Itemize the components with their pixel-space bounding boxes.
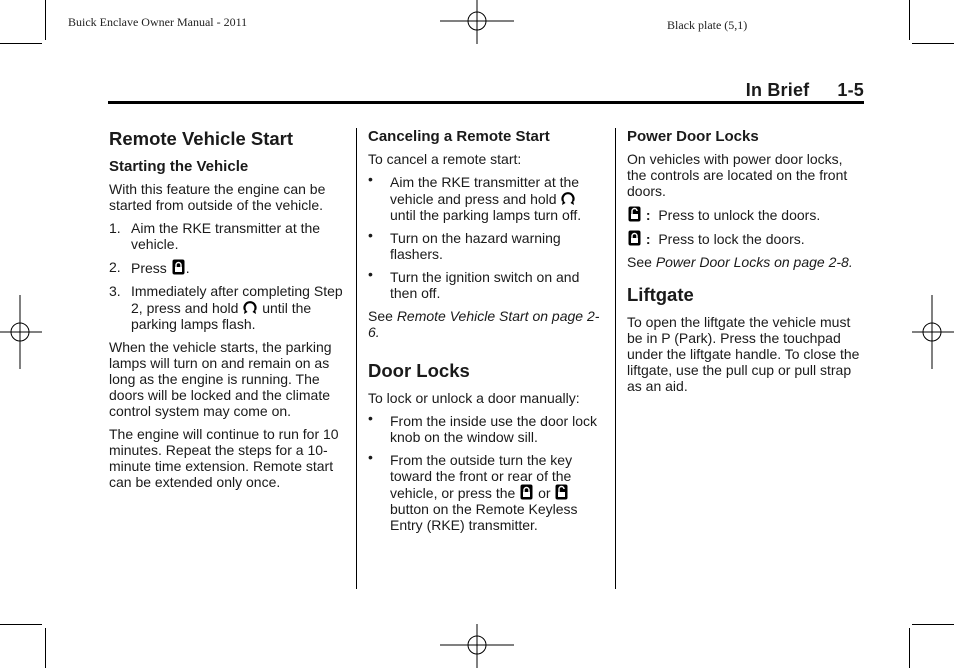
crop-mark — [45, 628, 46, 668]
registration-mark-icon — [440, 624, 514, 668]
door-lock-bullets — [368, 410, 604, 533]
door-locks-intro: To lock or unlock a door manually: — [368, 390, 580, 406]
list-item — [368, 449, 604, 533]
list-item — [109, 259, 345, 276]
cancel-heading: Canceling a Remote Start — [368, 128, 550, 145]
lock-desc: Press to lock the doors. — [658, 231, 805, 247]
step-text: Press — [131, 260, 167, 276]
crop-mark — [912, 43, 954, 44]
column-power-locks-liftgate — [627, 128, 864, 401]
bullet-text: Aim the RKE transmitter at the vehicle and press and hold — [390, 174, 580, 207]
step-text: . — [185, 260, 190, 276]
list-item — [368, 227, 604, 262]
remote-start-icon — [243, 299, 257, 315]
crop-mark — [0, 43, 42, 44]
bullet-text: or — [538, 485, 551, 501]
step-text: Aim the RKE transmitter at the vehicle. — [131, 220, 321, 252]
lock-icon — [520, 484, 533, 500]
unlock-icon — [555, 484, 568, 500]
liftgate-text: To open the liftgate the vehicle must be in P (Park). Press the touchpad under the liftgate handle. To close the liftgate, use the pull cup or pull strap as an aid. — [627, 314, 860, 394]
ref-page[interactable]: on page 2-8. — [774, 254, 853, 270]
crop-mark — [45, 0, 46, 40]
crop-mark — [909, 0, 910, 40]
crop-mark — [0, 624, 42, 625]
ref-link[interactable]: Remote Vehicle Start — [396, 308, 529, 324]
power-door-locks-heading: Power Door Locks — [627, 128, 759, 145]
step-number: 3. — [109, 283, 121, 299]
cancel-bullets — [368, 171, 604, 301]
door-locks-title: Door Locks — [368, 360, 470, 381]
cancel-see-ref — [368, 308, 604, 340]
see-label: See — [627, 254, 652, 270]
bullet-text: button on the Remote Keyless Entry (RKE) transmitter. — [390, 501, 578, 533]
crop-mark — [909, 628, 910, 668]
bullet-text: Turn on the hazard warning flashers. — [390, 230, 561, 262]
pdl-see-ref — [627, 254, 864, 270]
bullet-text: From the inside use the door lock knob on the window sill. — [390, 413, 597, 445]
bullet: • — [368, 266, 373, 282]
cancel-intro: To cancel a remote start: — [368, 151, 522, 167]
list-item — [368, 266, 604, 301]
ref-link[interactable]: Power Door Locks — [655, 254, 771, 270]
bullet: • — [368, 449, 373, 465]
remote-start-intro: With this feature the engine can be started from outside of the vehicle. — [109, 181, 326, 213]
section-header — [746, 80, 864, 101]
list-item — [368, 410, 604, 445]
registration-mark-icon — [440, 0, 514, 44]
column-divider — [356, 128, 357, 589]
unlock-desc: Press to unlock the doors. — [658, 207, 821, 223]
column-divider — [615, 128, 616, 589]
bullet-text: Turn the ignition switch on and then off. — [390, 269, 580, 301]
section-name: In Brief — [745, 80, 810, 100]
bullet: • — [368, 410, 373, 426]
crop-mark — [912, 624, 954, 625]
bullet: • — [368, 171, 373, 187]
list-item — [109, 220, 345, 252]
registration-mark-icon — [912, 295, 954, 369]
remote-start-title: Remote Vehicle Start — [109, 128, 294, 149]
colon: : — [642, 231, 651, 247]
column-cancel-door-locks — [368, 128, 604, 540]
lock-row — [627, 230, 864, 247]
remote-start-steps — [109, 220, 345, 332]
bullet-text: until the parking lamps turn off. — [390, 207, 582, 223]
bullet: • — [368, 227, 373, 243]
unlock-row — [627, 206, 864, 223]
remote-start-para-1: When the vehicle starts, the parking lamps will turn on and remain on as long as the engine is running. The doors will be locked and the climate control system may come on. — [109, 339, 332, 419]
page-number: 1-5 — [837, 80, 864, 100]
step-number: 2. — [109, 259, 121, 275]
step-text: until the parking lamps flash. — [131, 300, 312, 332]
registration-mark-icon — [0, 295, 42, 369]
bullet-text: From the outside turn the key toward the front or rear of the vehicle, or press the — [390, 452, 573, 501]
column-remote-start — [109, 128, 345, 497]
lock-icon — [172, 259, 185, 275]
starting-vehicle-heading: Starting the Vehicle — [109, 158, 249, 175]
header-rule — [108, 101, 864, 104]
step-text: Immediately after completing Step 2, press and hold — [131, 283, 343, 316]
plate-left: Buick Enclave Owner Manual - 2011 — [68, 15, 248, 29]
plate-right: Black plate (5,1) — [667, 18, 748, 32]
list-item — [109, 283, 345, 332]
see-label: See — [368, 308, 393, 324]
unlock-icon — [628, 206, 641, 222]
remote-start-para-2: The engine will continue to run for 10 minutes. Repeat the steps for a 10-minute time extension. Remote start can be extended only once. — [109, 426, 339, 490]
liftgate-title: Liftgate — [627, 284, 694, 305]
list-item — [368, 171, 604, 223]
lock-icon — [628, 230, 641, 246]
ref-page[interactable]: on page 2-6. — [368, 308, 600, 340]
step-number: 1. — [109, 220, 121, 236]
colon: : — [642, 207, 651, 223]
remote-start-icon — [561, 190, 575, 206]
power-door-locks-intro: On vehicles with power door locks, the controls are located on the front doors. — [627, 151, 848, 199]
